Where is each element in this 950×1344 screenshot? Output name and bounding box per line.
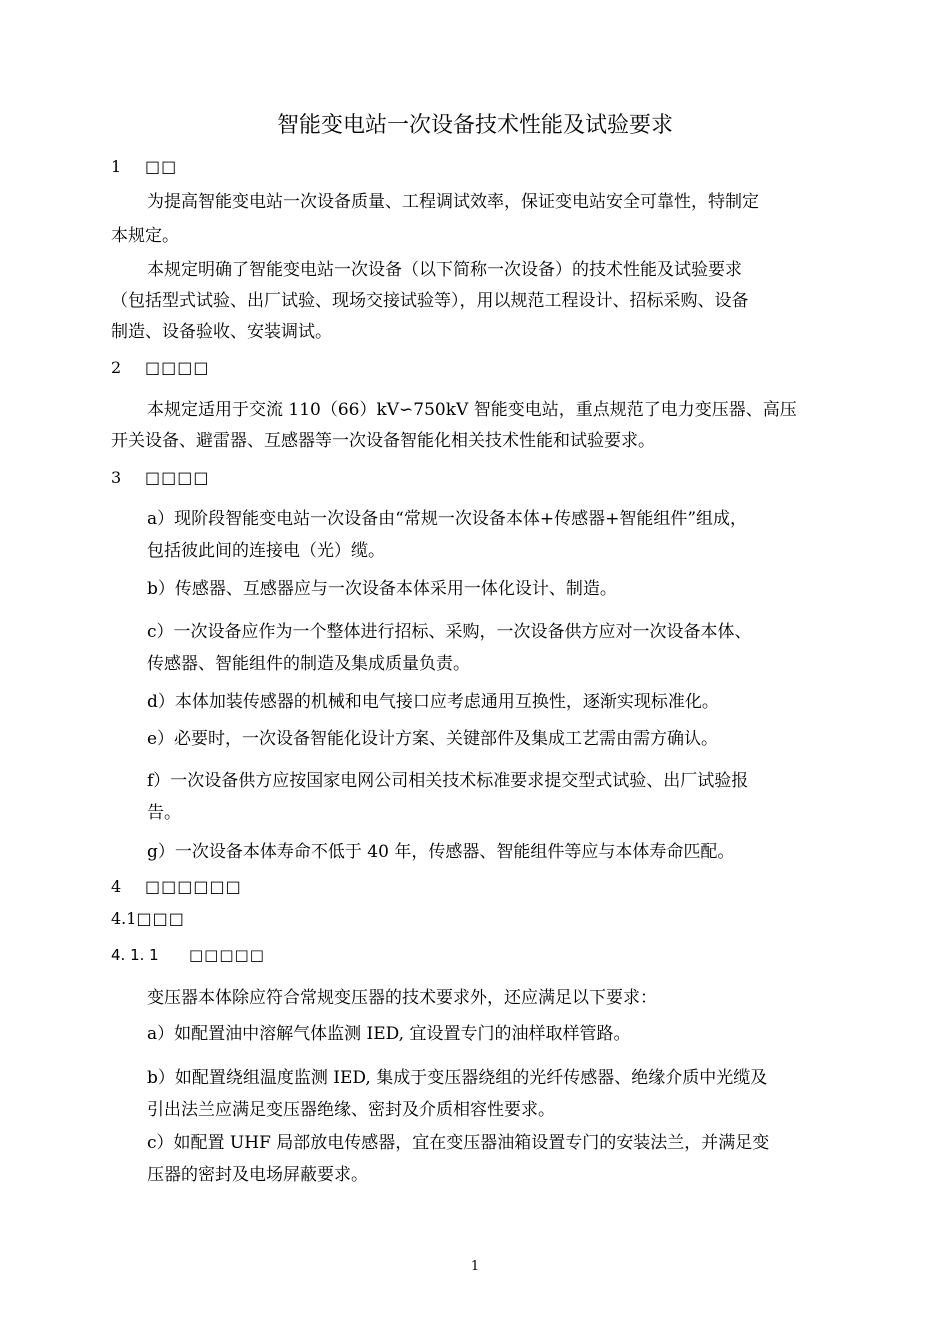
list-item-line: b）如配置绕组温度监测 IED, 集成于变压器绕组的光纤传感器、绝缘介质中光缆及 [147, 1068, 768, 1088]
paragraph-line: 本规定明确了智能变电站一次设备（以下简称一次设备）的技术性能及试验要求 [147, 260, 742, 280]
list-item-line: 引出法兰应满足变压器绝缘、密封及介质相容性要求。 [147, 1100, 555, 1120]
paragraph-line: （包括型式试验、出厂试验、现场交接试验等），用以规范工程设计、招标采购、设备 [111, 291, 749, 311]
paragraph-line: 变压器本体除应符合常规变压器的技术要求外，还应满足以下要求： [147, 988, 657, 1008]
list-item-line: 包括彼此间的连接电（光）缆。 [147, 541, 385, 561]
list-item-line: g）一次设备本体寿命不低于 40 年，传感器、智能组件等应与本体寿命匹配。 [147, 842, 735, 862]
list-item-line: a）现阶段智能变电站一次设备由“常规一次设备本体+传感器+智能组件”组成， [147, 509, 748, 529]
subsection-heading-4-1 [111, 905, 185, 933]
section-heading-1 [111, 153, 177, 181]
list-item-line: c）一次设备应作为一个整体进行招标、采购，一次设备供方应对一次设备本体、 [147, 622, 752, 642]
section-number: 4.1 [111, 909, 137, 928]
section-number: 3 [111, 468, 122, 487]
section-title: □□□□ [145, 468, 210, 487]
list-item-line: b）传感器、互感器应与一次设备本体采用一体化设计、制造。 [147, 579, 617, 599]
section-title: □□□□□□ [145, 877, 242, 896]
section-heading-4 [111, 873, 242, 901]
section-title: □□ [145, 157, 178, 176]
list-item-line: 告。 [147, 803, 181, 823]
list-item-line: 压器的密封及电场屏蔽要求。 [147, 1165, 368, 1185]
paragraph-line: 制造、设备验收、安装调试。 [111, 322, 332, 342]
document-title: 智能变电站一次设备技术性能及试验要求 [276, 113, 673, 138]
list-item-line: f）一次设备供方应按国家电网公司相关技术标准要求提交型式试验、出厂试验报 [147, 771, 749, 791]
list-item-line: e）必要时，一次设备智能化设计方案、关键部件及集成工艺需由需方确认。 [147, 729, 719, 749]
section-number: 4 [111, 877, 122, 896]
paragraph-line: 开关设备、避雷器、互感器等一次设备智能化相关技术性能和试验要求。 [111, 431, 655, 451]
paragraph-line: 为提高智能变电站一次设备质量、工程调试效率，保证变电站安全可靠性，特制定 [147, 192, 759, 212]
section-title: □□□ [136, 909, 185, 928]
subsection-heading-4-1-1 [111, 941, 265, 969]
list-item-line: a）如配置油中溶解气体监测 IED, 宜设置专门的油样取样管路。 [147, 1024, 631, 1044]
list-item-line: c）如配置 UHF 局部放电传感器，宜在变压器油箱设置专门的安装法兰，并满足变 [147, 1133, 770, 1153]
section-number: 4. 1. 1 [111, 946, 159, 964]
list-item-line: 传感器、智能组件的制造及集成质量负责。 [147, 654, 470, 674]
list-item-line: d）本体加装传感器的机械和电气接口应考虑通用互换性，逐渐实现标准化。 [147, 692, 719, 712]
section-number: 2 [111, 358, 122, 377]
section-title: □□□□ [145, 358, 210, 377]
section-number: 1 [111, 157, 122, 176]
paragraph-line: 本规定。 [111, 226, 179, 246]
page-number: 1 [470, 1259, 480, 1274]
section-title: □□□□□ [189, 946, 265, 964]
section-heading-2 [111, 354, 209, 382]
section-heading-3 [111, 464, 209, 492]
paragraph-line: 本规定适用于交流 110（66）kV∽750kV 智能变电站，重点规范了电力变压器、高压 [147, 400, 797, 420]
